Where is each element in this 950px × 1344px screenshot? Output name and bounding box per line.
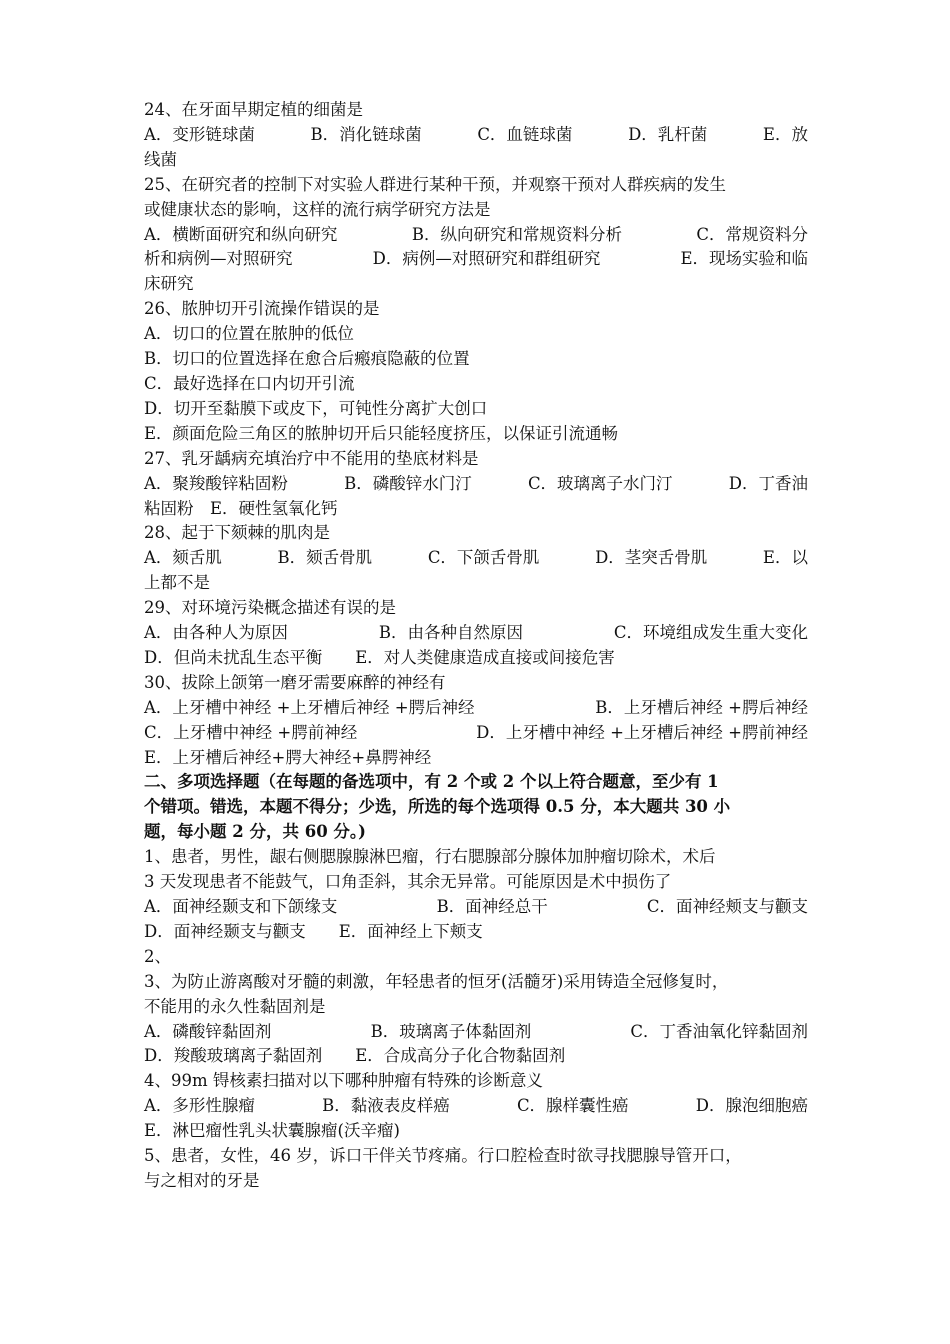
option-text: C．腺样囊性癌 bbox=[516, 1096, 629, 1116]
option-line bbox=[144, 223, 808, 248]
text-line: 4、99m 锝核素扫描对以下哪种肿瘤有特殊的诊断意义 bbox=[144, 1071, 543, 1091]
option-text: E．现场实验和临 bbox=[680, 249, 808, 269]
option-line bbox=[144, 123, 808, 148]
text-line: 线菌 bbox=[144, 149, 177, 169]
option-line bbox=[144, 621, 808, 646]
text-line: E．上牙槽后神经+腭大神经+鼻腭神经 bbox=[144, 747, 432, 767]
text-line: B．切口的位置选择在愈合后瘢痕隐蔽的位置 bbox=[144, 349, 470, 369]
option-text: D．茎突舌骨肌 bbox=[595, 548, 708, 568]
text-line: 28、起于下颏棘的肌肉是 bbox=[144, 523, 330, 543]
section-heading-line: 二、多项选择题（在每题的备选项中，有 2 个或 2 个以上符合题意，至少有 1 bbox=[144, 772, 719, 792]
option-line bbox=[144, 546, 808, 571]
document-page bbox=[144, 98, 808, 1194]
option-text: D．腺泡细胞癌 bbox=[695, 1096, 808, 1116]
option-text: A．变形链球菌 bbox=[144, 124, 255, 144]
option-text: C．上牙槽中神经 +腭前神经 bbox=[144, 722, 358, 742]
option-line bbox=[144, 696, 808, 721]
option-text: E．放 bbox=[762, 124, 808, 144]
text-line: E．颜面危险三角区的脓肿切开后只能轻度挤压，以保证引流通畅 bbox=[144, 423, 619, 443]
option-text: B．黏液表皮样癌 bbox=[322, 1096, 450, 1116]
option-text: B．由各种自然原因 bbox=[378, 623, 523, 643]
option-line bbox=[144, 721, 808, 746]
text-line: 2、 bbox=[144, 946, 171, 966]
text-line: 不能用的永久性黏固剂是 bbox=[144, 996, 326, 1016]
text-line: C．最好选择在口内切开引流 bbox=[144, 373, 355, 393]
text-line: 27、乳牙龋病充填治疗中不能用的垫底材料是 bbox=[144, 448, 479, 468]
option-line bbox=[144, 247, 808, 272]
option-text: A．聚羧酸锌粘固粉 bbox=[144, 473, 288, 493]
option-text: C．常规资料分 bbox=[696, 224, 808, 244]
text-line: 3、为防止游离酸对牙髓的刺激，年轻患者的恒牙(活髓牙)采用铸造全冠修复时， bbox=[144, 971, 729, 991]
text-line: 1、患者，男性，龈右侧腮腺腺淋巴瘤，行右腮腺部分腺体加肿瘤切除术，术后 bbox=[144, 847, 716, 867]
text-line: 29、对环境污染概念描述有误的是 bbox=[144, 598, 396, 618]
option-text: C．环境组成发生重大变化 bbox=[613, 623, 808, 643]
option-text: B．纵向研究和常规资料分析 bbox=[411, 224, 622, 244]
text-line: D．面神经颞支与颧支 E．面神经上下颊支 bbox=[144, 921, 483, 941]
option-text: B．玻璃离子体黏固剂 bbox=[370, 1021, 532, 1041]
text-line: D．切开至黏膜下或皮下，可钝性分离扩大创口 bbox=[144, 398, 488, 418]
option-text: A．颏舌肌 bbox=[144, 548, 222, 568]
option-text: E．以 bbox=[762, 548, 808, 568]
option-text: B．上牙槽后神经 +腭后神经 bbox=[595, 697, 808, 717]
option-text: B．磷酸锌水门汀 bbox=[344, 473, 472, 493]
option-text: A．面神经颞支和下颌缘支 bbox=[144, 897, 338, 916]
text-line: 床研究 bbox=[144, 274, 194, 294]
option-text: A．由各种人为原因 bbox=[144, 623, 288, 643]
option-text: 析和病例—对照研究 bbox=[144, 249, 293, 269]
option-text: D．病例—对照研究和群组研究 bbox=[372, 249, 601, 269]
option-text: C．玻璃离子水门汀 bbox=[527, 473, 673, 493]
option-line bbox=[144, 1094, 808, 1119]
text-line: D．但尚未扰乱生态平衡 E．对人类健康造成直接或间接危害 bbox=[144, 647, 615, 667]
text-line: D．羧酸玻璃离子黏固剂 E．合成高分子化合物黏固剂 bbox=[144, 1046, 566, 1066]
text-line: 5、患者，女性，46 岁，诉口干伴关节疼痛。行口腔检查时欲寻找腮腺导管开口， bbox=[144, 1146, 742, 1166]
option-text: A．上牙槽中神经 +上牙槽后神经 +腭后神经 bbox=[144, 697, 475, 717]
option-text: D．乳杆菌 bbox=[628, 124, 708, 144]
option-text: B．消化链球菌 bbox=[310, 124, 422, 144]
option-text: B．面神经总干 bbox=[436, 897, 548, 916]
text-line: 3 天发现患者不能鼓气，口角歪斜，其余无异常。可能原因是术中损伤了 bbox=[144, 872, 672, 892]
text-line: 粘固粉 E．硬性氢氧化钙 bbox=[144, 498, 338, 518]
option-line bbox=[144, 1020, 808, 1045]
option-text: B．颏舌骨肌 bbox=[277, 548, 373, 568]
text-line: 或健康状态的影响，这样的流行病学研究方法是 bbox=[144, 199, 491, 219]
option-text: C．面神经颊支与颧支 bbox=[646, 897, 808, 916]
option-text: C．血链球菌 bbox=[477, 124, 573, 144]
option-text: A．磷酸锌黏固剂 bbox=[144, 1021, 272, 1041]
option-text: D．丁香油 bbox=[728, 473, 808, 493]
section-heading-line: 个错项。错选，本题不得分；少选，所选的每个选项得 0.5 分，本大题共 30 小 bbox=[144, 797, 731, 817]
option-text: C．下颌舌骨肌 bbox=[427, 548, 540, 568]
text-line: 24、在牙面早期定植的细菌是 bbox=[144, 100, 363, 119]
text-line: 26、脓肿切开引流操作错误的是 bbox=[144, 299, 380, 319]
text-line: 25、在研究者的控制下对实验人群进行某种干预，并观察干预对人群疾病的发生 bbox=[144, 174, 726, 194]
option-text: D．上牙槽中神经 +上牙槽后神经 +腭前神经 bbox=[476, 722, 808, 742]
text-line: 30、拔除上颌第一磨牙需要麻醉的神经有 bbox=[144, 672, 446, 692]
text-line: 上都不是 bbox=[144, 573, 210, 593]
option-line bbox=[144, 895, 808, 920]
option-line bbox=[144, 472, 808, 497]
text-line: A．切口的位置在脓肿的低位 bbox=[144, 324, 354, 344]
option-text: A．横断面研究和纵向研究 bbox=[144, 224, 338, 244]
section-heading-line: 题，每小题 2 分，共 60 分。) bbox=[144, 822, 366, 842]
option-text: C．丁香油氧化锌黏固剂 bbox=[630, 1021, 808, 1041]
text-line: 与之相对的牙是 bbox=[144, 1170, 260, 1190]
option-text: A．多形性腺瘤 bbox=[144, 1096, 255, 1116]
text-line: E．淋巴瘤性乳头状囊腺瘤(沃辛瘤) bbox=[144, 1121, 400, 1141]
